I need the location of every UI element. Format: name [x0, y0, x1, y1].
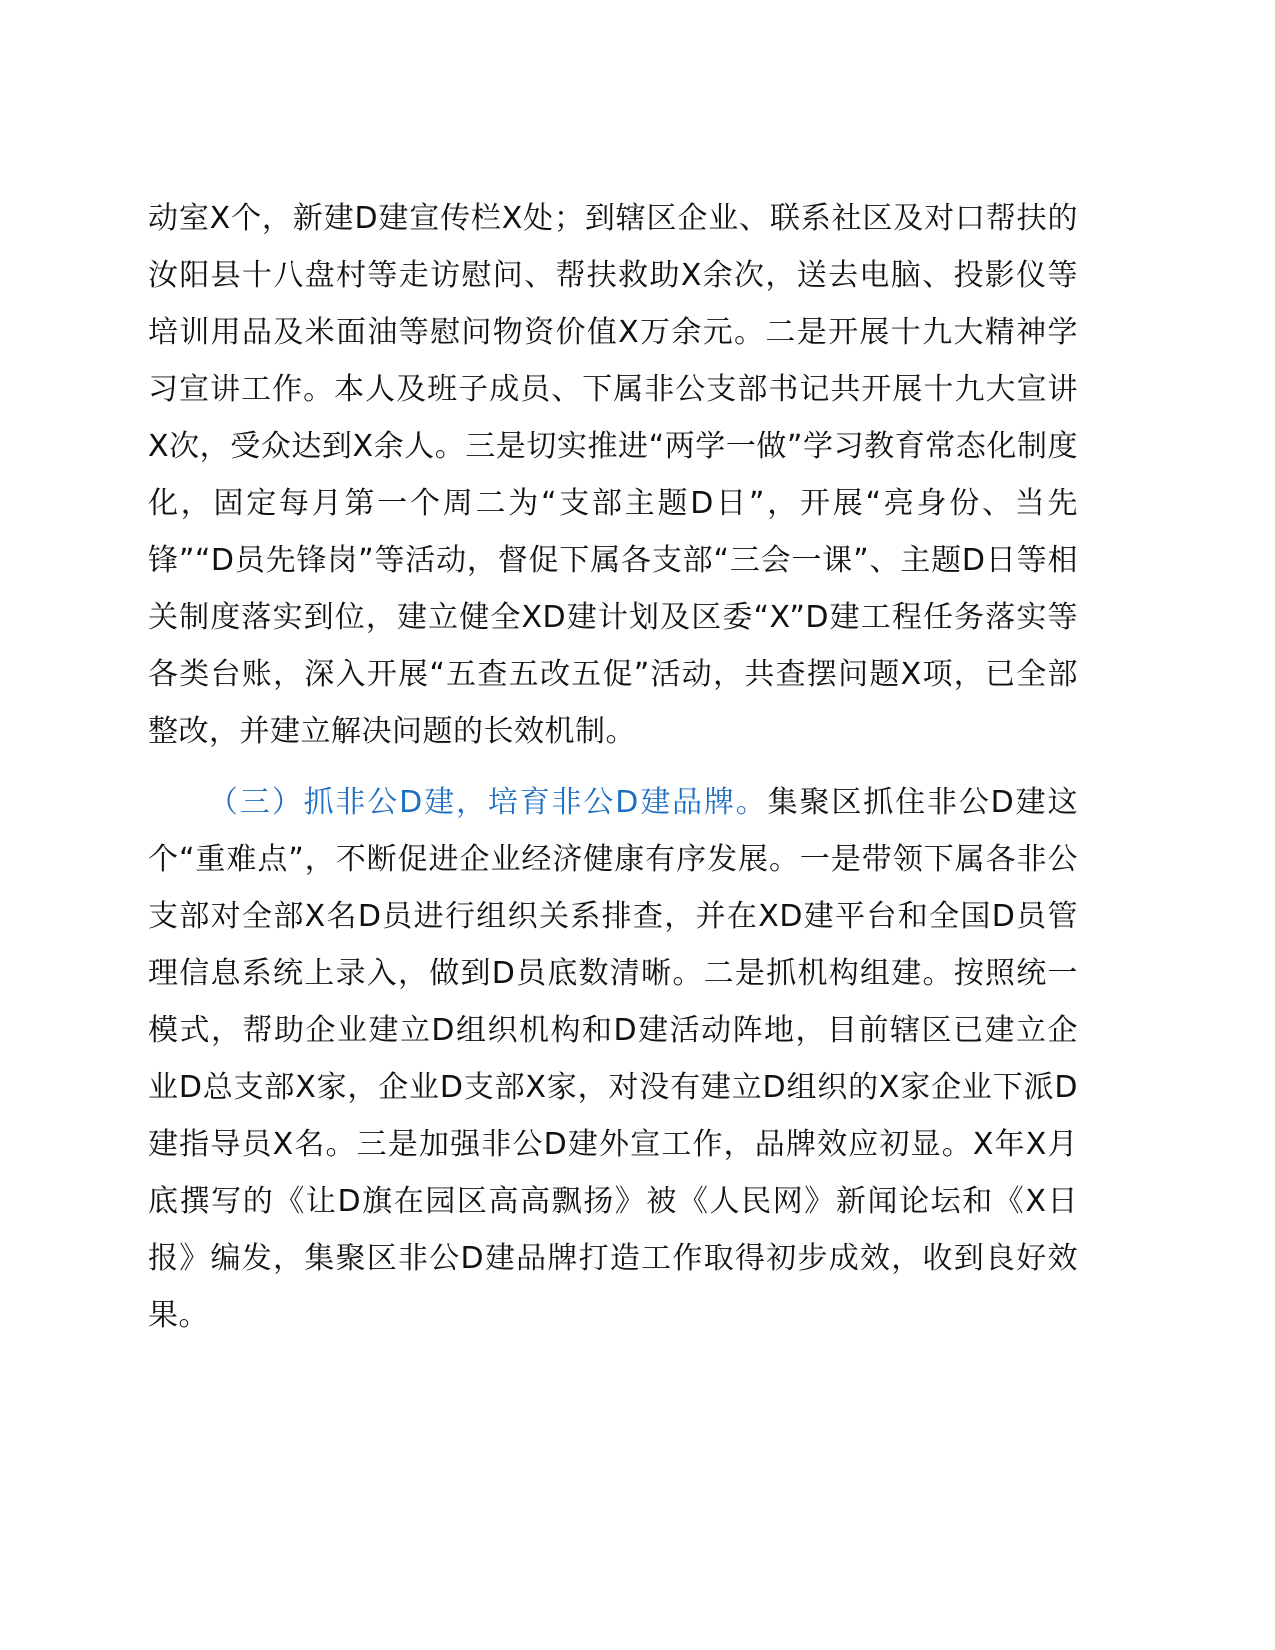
document-body — [148, 190, 1078, 1344]
section-heading: （三）抓非公D建，培育非公D建品牌。 — [208, 785, 768, 820]
paragraph-section-three — [148, 774, 1078, 1344]
paragraph-text: 集聚区抓住非公D建这个“重难点”，不断促进企业经济健康有序发展。一是带领下属各非公支部对全部X名D员进行组织关系排查，并在XD建平台和全国D员管理信息系统上录入，做到D员底数清晰。二是抓机构组建。按照统一模式，帮助企业建立D组织机构和D建活动阵地，目前辖区已建立企业D总支部X家，企业D支部X家，对没有建立D组织的X家企业下派D建指导员X名。三是加强非公D建外宣工作，品牌效应初显。X年X月底撰写的《让D旗在园区高高飘扬》被《人民网》新闻论坛和《X日报》编发，集聚区非公D建品牌打造工作取得初步成效，收到良好效果。 — [148, 785, 1079, 1333]
paragraph-continuation — [148, 190, 1078, 760]
paragraph-text: 动室X个，新建D建宣传栏X处；到辖区企业、联系社区及对口帮扶的汝阳县十八盘村等走访慰问、帮扶救助X余次，送去电脑、投影仪等培训用品及米面油等慰问物资价值X万余元。二是开展十九大精神学习宣讲工作。本人及班子成员、下属非公支部书记共开展十九大宣讲X次，受众达到X余人。三是切实推进“两学一做”学习教育常态化制度化，固定每月第一个周二为“支部主题D日”，开展“亮身份、当先锋”“D员先锋岗”等活动，督促下属各支部“三会一课”、主题D日等相关制度落实到位，建立健全XD建计划及区委“X”D建工程任务落实等各类台账，深入开展“五查五改五促”活动，共查摆问题X项，已全部整改，并建立解决问题的长效机制。 — [148, 201, 1078, 749]
